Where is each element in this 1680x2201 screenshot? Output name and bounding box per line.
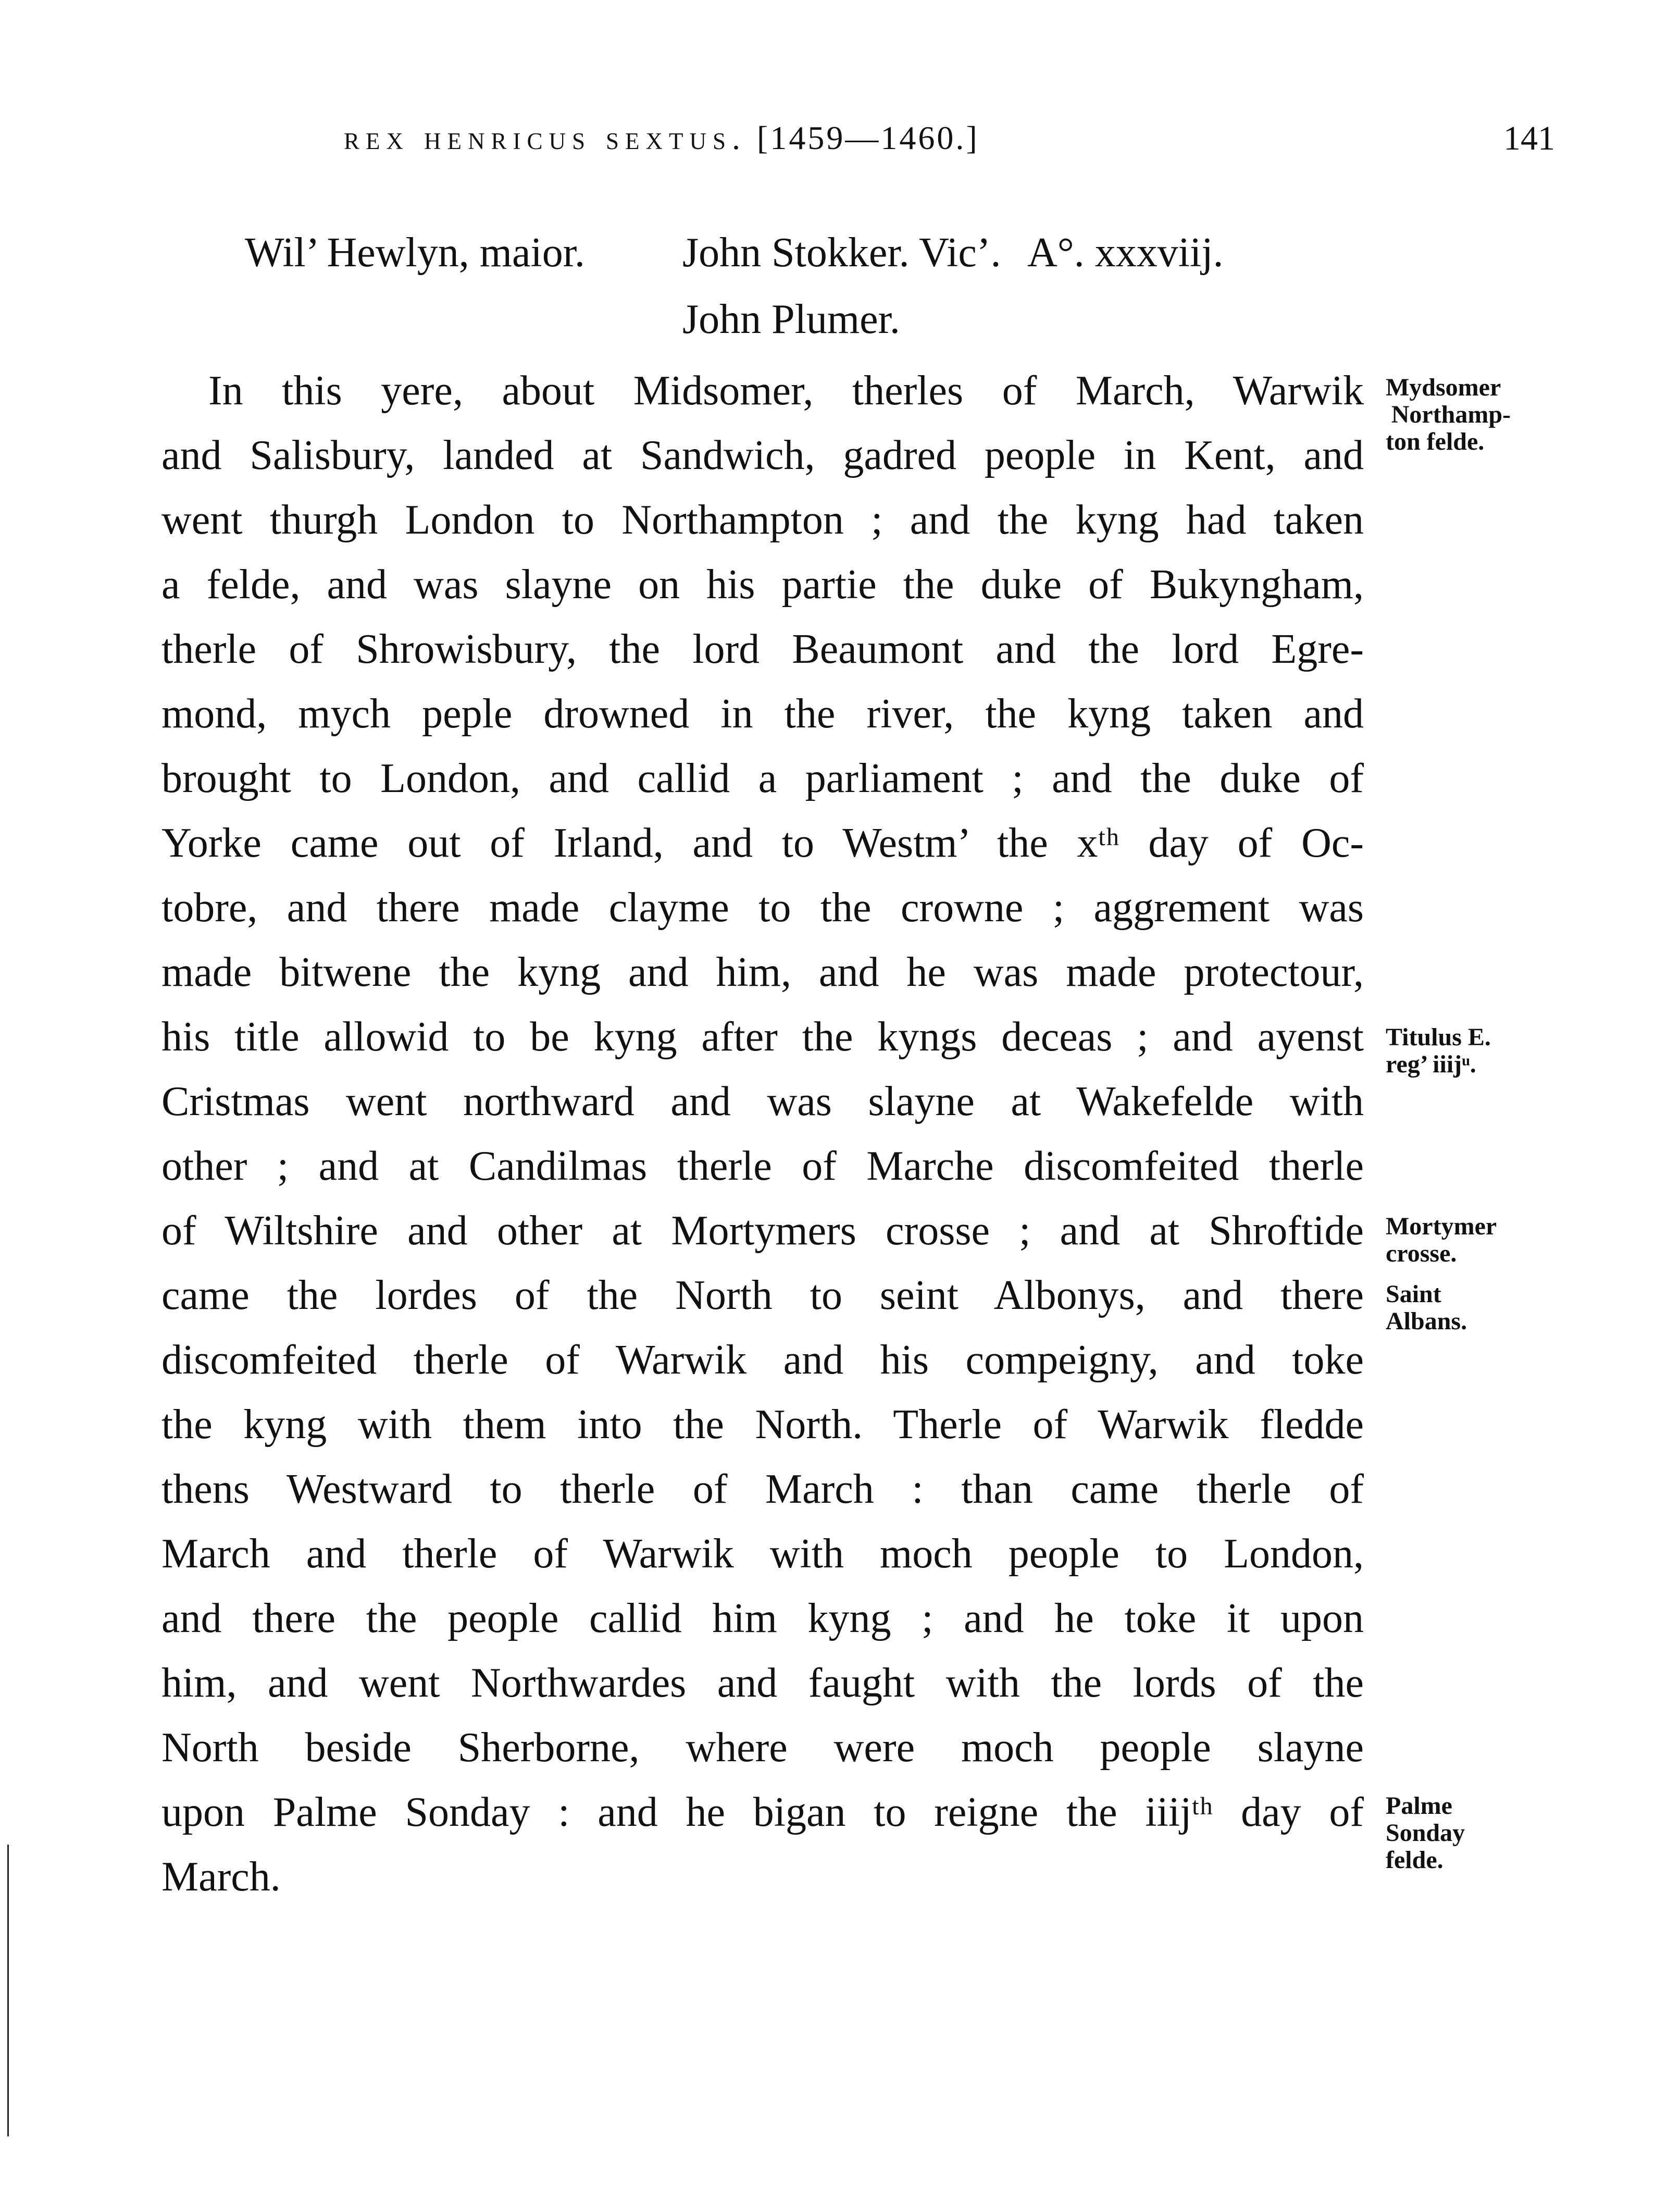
text-line: March. xyxy=(161,1854,281,1900)
text-line: In this yere, about Midsomer, therles of March, Warwik xyxy=(208,368,1364,414)
margin-note-line: felde. xyxy=(1386,1846,1443,1874)
margin-note-line: reg’ iiijᵘ. xyxy=(1386,1050,1476,1078)
text-line: upon Palme Sonday : and he bigan to reigne the iiijᵗʰ day of xyxy=(161,1789,1364,1835)
text-line: came the lordes of the North to seint Albonys, and there xyxy=(161,1272,1364,1318)
regnal-year: A°. xxxviij. xyxy=(1027,230,1224,276)
margin-note-line: ton felde. xyxy=(1386,428,1485,455)
mayor-name: Wil’ Hewlyn, maior. xyxy=(245,230,585,276)
text-line: other ; and at Candilmas therle of Marche discomfeited therle xyxy=(161,1143,1364,1189)
margin-note-line: Albans. xyxy=(1386,1307,1467,1335)
margin-note-line: Titulus E. xyxy=(1386,1023,1491,1051)
margin-note-line: Saint xyxy=(1386,1280,1441,1308)
text-line: of Wiltshire and other at Mortymers crosse ; and at Shroftide xyxy=(161,1208,1364,1254)
text-line: his title allowid to be kyng after the kyngs deceas ; and ayenst xyxy=(161,1014,1364,1060)
year-range: [1459—1460.] xyxy=(757,119,979,156)
margin-note-line: Sonday xyxy=(1386,1819,1465,1847)
text-line: Cristmas went northward and was slayne at Wakefelde with xyxy=(161,1079,1364,1124)
text-line: discomfeited therle of Warwik and his compeigny, and toke xyxy=(161,1337,1364,1383)
text-line: thens Westward to therle of March : than came therle of xyxy=(161,1466,1364,1512)
margin-note-palme-sonday xyxy=(1386,1792,1465,1874)
running-title: rex henricus sextus. xyxy=(344,119,747,156)
text-line: the kyng with them into the North. Therle of Warwik fledde xyxy=(161,1402,1364,1448)
margin-note-line: crosse. xyxy=(1386,1240,1457,1267)
margin-note-line: Mortymer xyxy=(1386,1213,1497,1240)
margin-note-northampton xyxy=(1386,374,1511,455)
text-line: made bitwene the kyng and him, and he was made protectour, xyxy=(161,949,1364,995)
margin-note-line: Mydsomer xyxy=(1386,374,1501,401)
text-line: him, and went Northwardes and faught with the lords of the xyxy=(161,1660,1364,1706)
text-line: March and therle of Warwik with moch people to London, xyxy=(161,1531,1364,1577)
chronicle-paragraph xyxy=(161,358,1364,1909)
text-line: therle of Shrowisbury, the lord Beaumont and the lord Egre- xyxy=(161,626,1364,672)
margin-note-titulus xyxy=(1386,1024,1491,1078)
margin-note-saint-albans xyxy=(1386,1281,1467,1335)
sheriff-name-2: John Plumer. xyxy=(682,296,900,342)
text-line: and there the people callid him kyng ; and he toke it upon xyxy=(161,1596,1364,1641)
text-line: tobre, and there made clayme to the crowne ; aggrement was xyxy=(161,885,1364,931)
margin-note-mortymer xyxy=(1386,1213,1497,1267)
text-line: Yorke came out of Irland, and to Westm’ the xᵗʰ day of Oc- xyxy=(161,820,1364,866)
page-number: 141 xyxy=(1503,119,1555,157)
text-line: mond, mych peple drowned in the river, the kyng taken and xyxy=(161,691,1364,737)
text-line: North beside Sherborne, where were moch people slayne xyxy=(161,1725,1364,1771)
running-head xyxy=(344,119,979,157)
sheriff-name-1: John Stokker. Vic’. xyxy=(682,230,1001,276)
text-line: a felde, and was slayne on his partie the duke of Bukyngham, xyxy=(161,562,1364,608)
text-line: went thurgh London to Northampton ; and the kyng had taken xyxy=(161,497,1364,543)
text-line: brought to London, and callid a parliament ; and the duke of xyxy=(161,756,1364,801)
scan-edge-rule xyxy=(7,1845,9,2136)
text-line: and Salisbury, landed at Sandwich, gadred people in Kent, and xyxy=(161,432,1364,478)
margin-note-line: Northamp- xyxy=(1391,401,1511,428)
margin-note-line: Palme xyxy=(1386,1792,1452,1820)
